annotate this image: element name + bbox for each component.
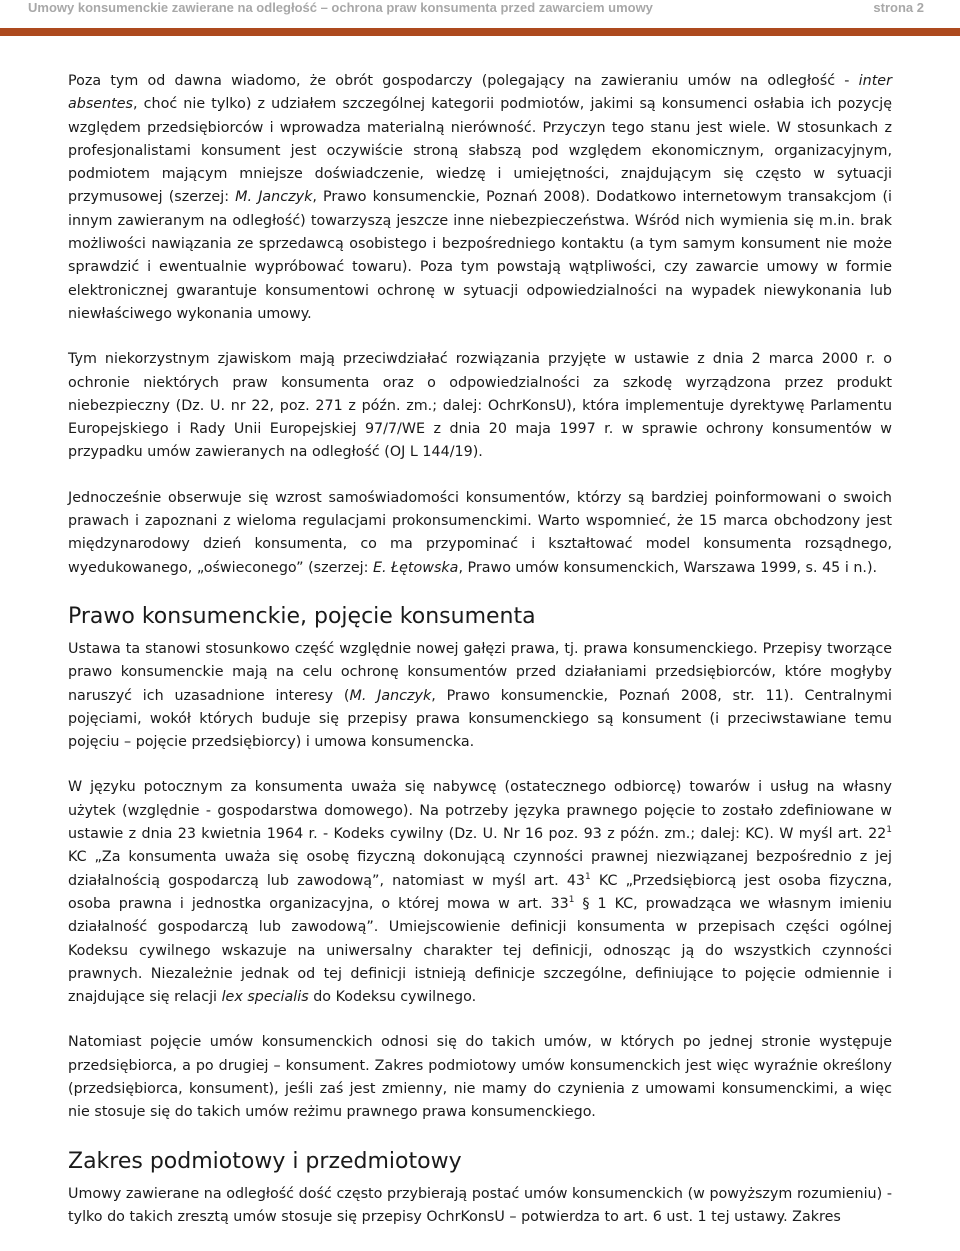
paragraph-3: Jednocześnie obserwuje się wzrost samoświadomości konsumentów, którzy są bardziej poinformowani o swoich prawach i zapoznani z wieloma regulacjami prokonsumenckimi. Warto wspomnieć, że 15 marca obchodzony jest międzynarodowy dzień konsumenta, co ma przypominać i kształtować model konsumenta rozsądnego, wyedukowanego, „oświeconego” (szerzej: E. Łętowska, Prawo umów konsumenckich, Warszawa 1999, s. 45 i n.). <box>68 489 892 576</box>
section-heading-scope: Zakres podmiotowy i przedmiotowy <box>68 1148 462 1174</box>
paragraph-7: Umowy zawierane na odległość dość często przybierają postać umów konsumenckich (w powyższym rozumieniu) - tylko do takich zresztą umów stosuje się przepisy OchrKonsU – potwierdza to art. 6 ust. 1 tej ustawy. Zakres <box>68 1185 892 1225</box>
paragraph-6: Natomiast pojęcie umów konsumenckich odnosi się do takich umów, w których po jednej stronie występuje przedsiębiorca, a po drugiej – konsument. Zakres podmiotowy umów konsumenckich jest więc wyraźnie określony (przedsiębiorca, konsument), jeśli zaś jest zmienny, nie mamy do czynienia z umowami konsumenckimi, a więc nie stosuje się do takich umów reżimu prawnego prawa konsumenckiego. <box>68 1034 892 1121</box>
document-body <box>68 70 892 1251</box>
document-title: Umowy konsumenckie zawierane na odległość – ochrona praw konsumenta przed zawarciem umowy <box>28 0 653 15</box>
paragraph-4: Ustawa ta stanowi stosunkowo część względnie nowej gałęzi prawa, tj. prawa konsumenckiego. Przepisy tworzące prawo konsumenckie mają na celu ochronę konsumentów przed działaniami przedsiębiorców, które mogłyby naruszyć ich uzasadnione interesy (M. Janczyk, Prawo konsumenckie, Poznań 2008, str. 11). Centralnymi pojęciami, wokół których buduje się przepisy prawa konsumenckiego są konsument (i przeciwstawiane temu pojęciu – pojęcie przedsiębiorcy) i umowa konsumencka. <box>68 640 892 751</box>
paragraph-1: Poza tym od dawna wiadomo, że obrót gospodarczy (polegający na zawieraniu umów na odległość - inter absentes, choć nie tylko) z udziałem szczególnej kategorii podmiotów, jakimi są konsumenci osłabia ich pozycję względem przedsiębiorców i wprowadza materialną nierówność. Przyczyn tego stanu jest wiele. W stosunkach z profesjonalistami konsument jest oczywiście stroną słabszą pod względem ekonomicznym, organizacyjnym, podmiotem mającym mniejsze doświadczenie, wiedzę i umiejętności, znajdującym się często w sytuacji przymusowej (szerzej: M. Janczyk, Prawo konsumenckie, Poznań 2008). Dodatkowo internetowym transakcjom (i innym zawieranym na odległość) towarzyszą jeszcze inne niebezpieczeństwa. Wśród nich wymienia się m.in. brak możliwości nawiązania ze sprzedawcą osobistego i bezpośredniego kontaktu (a tym samym konsument nie może sprawdzić i ewentualnie wypróbować towaru). Poza tym powstają wątpliwości, czy zawarcie umowy w formie elektronicznej gwarantuje konsumentowi ochronę w sytuacji odpowiedzialności na wypadek niewykonania lub niewłaściwego wykonania umowy. <box>68 73 892 322</box>
paragraph-5: W języku potocznym za konsumenta uważa się nabywcę (ostatecznego odbiorcę) towarów i usług na własny użytek (względnie - gospodarstwa domowego). Na potrzeby języka prawnego pojęcie to zostało zdefiniowane w ustawie z dnia 23 kwietnia 1964 r. - Kodeks cywilny (Dz. U. Nr 16 poz. 93 z późn. zm.; dalej: KC). W myśl art. $22^1$ KC „Za konsumenta uważa się osobę fizyczną dokonującą czynności prawnej niezwiązanej bezpośrednio z jej działalnością gospodarczą lub zawodową”, natomiast w myśl art. $43^1$ KC „Przedsiębiorcą jest osoba fizyczna, osoba prawna i jednostka organizacyjna, o której mowa w art. $33^1$ § 1 KC, prowadząca we własnym imieniu działalność gospodarczą lub zawodową”. Umiejscowienie definicji konsumenta w przepisach części ogólnej Kodeksu cywilnego wskazuje na uniwersalny charakter tej definicji, odnosząc ją do wszystkich czynności prawnych. Niezależnie jednak od tej definicji istnieją definicje szczególne, definiujące to pojęcie odmiennie i znajdujące się relacji lex specialis do Kodeksu cywilnego. <box>68 779 892 1006</box>
section-heading-consumer-law: Prawo konsumenckie, pojęcie konsumenta <box>68 603 536 629</box>
paragraph-2: Tym niekorzystnym zjawiskom mają przeciwdziałać rozwiązania przyjęte w ustawie z dnia 2 marca 2000 r. o ochronie niektórych praw konsumenta oraz o odpowiedzialności za szkodę wyrządzona przez produkt niebezpieczny (Dz. U. nr 22, poz. 271 z późn. zm.; dalej: OchrKonsU), która implementuje dyrektywę Parlamentu Europejskiego i Rady Unii Europejskiej 97/7/WE z dnia 20 maja 1997 r. w sprawie ochrony konsumentów w przypadku umów zawieranych na odległość (OJ L 144/19). <box>68 351 892 461</box>
page-header <box>0 0 960 30</box>
page-number: strona 2 <box>873 0 924 15</box>
header-divider <box>0 28 960 36</box>
